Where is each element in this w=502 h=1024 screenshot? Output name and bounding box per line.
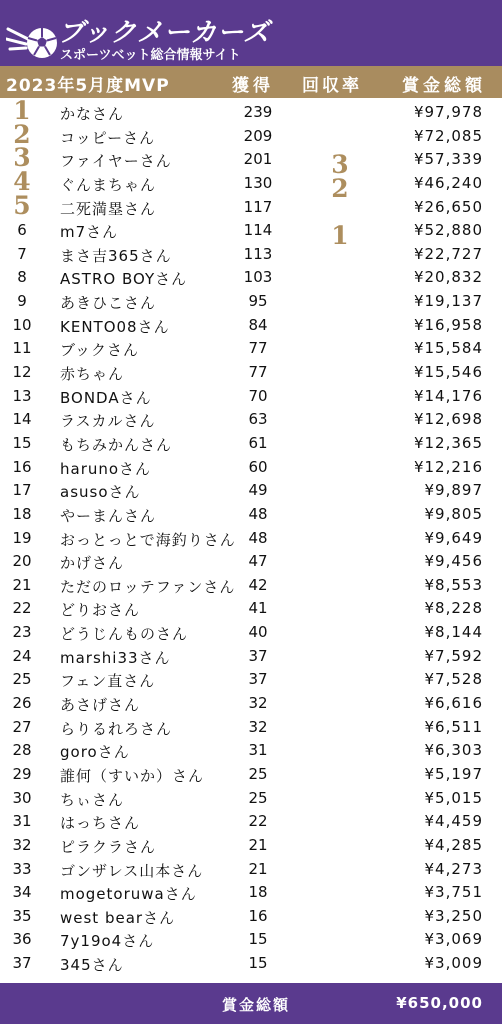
name-cell: まさ吉365さん — [60, 246, 172, 265]
got-cell: 77 — [248, 363, 268, 382]
got-cell: 47 — [248, 552, 268, 571]
table-row — [0, 455, 502, 479]
prize-cell: ¥3,751 — [424, 883, 483, 902]
rank-cell: 11 — [12, 339, 32, 358]
rank-cell: 9 — [17, 292, 27, 311]
name-cell: らりるれろさん — [60, 719, 173, 738]
name-cell: ちぃさん — [60, 790, 125, 809]
got-cell: 37 — [248, 670, 268, 689]
name-cell: どうじんものさん — [60, 625, 189, 644]
table-row — [0, 809, 502, 833]
prize-cell: ¥5,015 — [424, 788, 483, 807]
prize-cell: ¥5,197 — [424, 764, 483, 783]
rank-cell: 4 — [13, 166, 31, 196]
name-cell: 345さん — [60, 956, 124, 975]
prize-cell: ¥14,176 — [413, 386, 483, 405]
rank-cell: 23 — [12, 623, 32, 642]
prize-cell: ¥8,144 — [424, 623, 483, 642]
got-cell: 32 — [248, 694, 268, 713]
rank-cell: 5 — [13, 190, 31, 220]
name-cell: フェン直さん — [60, 672, 156, 691]
got-cell: 84 — [248, 315, 268, 334]
rank-cell: 20 — [12, 552, 32, 571]
got-cell: 16 — [248, 906, 268, 925]
prize-cell: ¥3,069 — [424, 930, 483, 949]
prize-cell: ¥15,584 — [413, 339, 483, 358]
name-cell: 誰何（すいか）さん — [60, 766, 205, 785]
rank-cell: 37 — [12, 954, 32, 973]
table-row — [0, 218, 502, 251]
prize-cell: ¥6,511 — [424, 717, 483, 736]
rank-cell: 32 — [12, 835, 32, 854]
table-row — [0, 833, 502, 857]
rank-cell: 19 — [12, 528, 32, 547]
table-row — [0, 644, 502, 668]
table-row — [0, 573, 502, 597]
name-cell: 7y19o4さん — [60, 932, 155, 951]
got-cell: 209 — [243, 126, 273, 145]
table-row — [0, 738, 502, 762]
table-row — [0, 289, 502, 313]
got-cell: 15 — [248, 930, 268, 949]
prize-cell: ¥52,880 — [413, 221, 483, 240]
prize-cell: ¥15,546 — [413, 363, 483, 382]
table-row — [0, 313, 502, 337]
prize-cell: ¥16,958 — [413, 315, 483, 334]
prize-cell: ¥9,649 — [424, 528, 483, 547]
name-cell: harunoさん — [60, 459, 152, 478]
rank-cell: 7 — [17, 244, 27, 263]
name-cell: あきひこさん — [60, 294, 157, 313]
prize-cell: ¥97,978 — [413, 103, 483, 121]
site-brand[interactable]: ブックメーカーズ — [58, 18, 271, 48]
got-cell: 42 — [248, 575, 268, 594]
name-cell: ただのロッテファンさん — [60, 577, 236, 596]
rank-cell: 30 — [12, 788, 32, 807]
name-cell: BONDAさん — [60, 388, 152, 407]
rank-cell: 24 — [12, 646, 32, 665]
got-cell: 103 — [243, 268, 273, 287]
rank-cell: 13 — [12, 386, 32, 405]
got-cell: 239 — [243, 103, 273, 121]
name-cell: m7さん — [60, 223, 119, 242]
prize-cell: ¥9,897 — [424, 481, 483, 500]
name-cell: おっとっとで海釣りさん — [60, 530, 236, 549]
got-cell: 117 — [243, 197, 273, 216]
got-cell: 95 — [248, 292, 268, 311]
table-row — [0, 478, 502, 502]
name-cell: ラスカルさん — [60, 412, 156, 431]
rank-cell: 25 — [12, 670, 32, 689]
got-cell: 114 — [243, 221, 273, 240]
column-header-got: 獲得 — [232, 76, 274, 96]
name-cell: ASTRO BOYさん — [60, 270, 188, 289]
table-row — [0, 336, 502, 360]
ranking-table-body — [0, 96, 502, 975]
table-row — [0, 762, 502, 786]
table-row — [0, 190, 502, 220]
name-cell: はっちさん — [60, 814, 141, 833]
rank-cell: 14 — [12, 410, 32, 429]
table-row — [0, 143, 502, 180]
name-cell: ゴンザレス山本さん — [60, 861, 204, 880]
table-row — [0, 166, 502, 203]
table-row — [0, 857, 502, 881]
name-cell: asusoさん — [60, 483, 141, 502]
got-cell: 60 — [248, 457, 268, 476]
rank-cell: 15 — [12, 433, 32, 452]
name-cell: KENTO08さん — [60, 317, 170, 336]
table-row — [0, 951, 502, 975]
got-cell: 21 — [248, 859, 268, 878]
prize-cell: ¥3,250 — [424, 906, 483, 925]
got-cell: 40 — [248, 623, 268, 642]
rank-cell: 1 — [13, 96, 31, 125]
column-header-rate: 回収率 — [302, 76, 362, 96]
rank-cell: 21 — [12, 575, 32, 594]
prize-cell: ¥12,365 — [413, 433, 483, 452]
rank-cell: 27 — [12, 717, 32, 736]
got-cell: 21 — [248, 835, 268, 854]
name-cell: かなさん — [60, 105, 125, 123]
table-row — [0, 691, 502, 715]
prize-cell: ¥12,698 — [413, 410, 483, 429]
name-cell: 二死満塁さん — [60, 199, 157, 218]
got-cell: 201 — [243, 150, 273, 169]
prize-cell: ¥26,650 — [413, 197, 483, 216]
prize-cell: ¥8,553 — [424, 575, 483, 594]
rank-cell: 8 — [17, 268, 27, 287]
got-cell: 31 — [248, 741, 268, 760]
name-cell: あさげさん — [60, 696, 141, 715]
prize-cell: ¥6,303 — [424, 741, 483, 760]
table-row — [0, 360, 502, 384]
got-cell: 15 — [248, 954, 268, 973]
name-cell: goroさん — [60, 743, 130, 762]
prize-cell: ¥4,273 — [424, 859, 483, 878]
got-cell: 48 — [248, 528, 268, 547]
total-prize-label: 賞金総額 — [222, 996, 291, 1014]
rank-cell: 10 — [12, 315, 32, 334]
table-row — [0, 384, 502, 408]
got-cell: 49 — [248, 481, 268, 500]
table-row — [0, 407, 502, 431]
table-row — [0, 265, 502, 289]
got-cell: 113 — [243, 244, 273, 263]
name-cell: ピラクラさん — [60, 837, 157, 856]
table-row — [0, 431, 502, 455]
table-row — [0, 502, 502, 526]
name-cell: どりおさん — [60, 601, 141, 620]
got-cell: 48 — [248, 504, 268, 523]
rank-cell: 16 — [12, 457, 32, 476]
table-row — [0, 667, 502, 691]
rate-rank-cell: 3 — [331, 150, 349, 180]
name-cell: やーまんさん — [60, 506, 157, 525]
got-cell: 22 — [248, 812, 268, 831]
prize-cell: ¥22,727 — [413, 244, 483, 263]
site-tagline: スポーツベット総合情報サイト — [60, 48, 241, 63]
name-cell: ファイヤーさん — [60, 152, 172, 171]
name-cell: mogetoruwaさん — [60, 885, 197, 904]
rate-rank-cell: 1 — [331, 221, 349, 251]
table-row — [0, 620, 502, 644]
rank-cell: 12 — [12, 363, 32, 382]
got-cell: 18 — [248, 883, 268, 902]
table-row — [0, 880, 502, 904]
table-row — [0, 715, 502, 739]
name-cell: marshi33さん — [60, 648, 171, 667]
prize-cell: ¥7,528 — [424, 670, 483, 689]
name-cell: ぐんまちゃん — [60, 175, 157, 194]
table-row — [0, 596, 502, 620]
prize-cell: ¥6,616 — [424, 694, 483, 713]
rank-cell: 33 — [12, 859, 32, 878]
prize-cell: ¥46,240 — [413, 173, 483, 192]
rate-rank-cell: 2 — [331, 173, 349, 203]
name-cell: 赤ちゃん — [60, 365, 125, 384]
total-prize-value: ¥650,000 — [396, 994, 483, 1012]
prize-cell: ¥7,592 — [424, 646, 483, 665]
got-cell: 25 — [248, 764, 268, 783]
prize-cell: ¥4,285 — [424, 835, 483, 854]
rank-cell: 29 — [12, 764, 32, 783]
table-row — [0, 927, 502, 951]
rank-cell: 3 — [13, 143, 31, 173]
got-cell: 130 — [243, 173, 273, 192]
got-cell: 70 — [248, 386, 268, 405]
prize-cell: ¥9,805 — [424, 504, 483, 523]
got-cell: 41 — [248, 599, 268, 618]
got-cell: 61 — [248, 433, 268, 452]
prize-cell: ¥9,456 — [424, 552, 483, 571]
table-row — [0, 96, 502, 125]
column-header-prize: 賞金総額 — [402, 76, 486, 96]
rank-cell: 18 — [12, 504, 32, 523]
table-row — [0, 904, 502, 928]
rank-cell: 22 — [12, 599, 32, 618]
name-cell: west bearさん — [60, 908, 176, 927]
got-cell: 63 — [248, 410, 268, 429]
name-cell: かげさん — [60, 554, 125, 573]
prize-cell: ¥19,137 — [413, 292, 483, 311]
table-title: 2023年5月度MVP — [6, 76, 170, 96]
rank-cell: 34 — [12, 883, 32, 902]
rank-cell: 17 — [12, 481, 32, 500]
table-row — [0, 526, 502, 550]
table-row — [0, 786, 502, 810]
site-header — [0, 0, 502, 66]
got-cell: 32 — [248, 717, 268, 736]
got-cell: 37 — [248, 646, 268, 665]
rank-cell: 28 — [12, 741, 32, 760]
got-cell: 25 — [248, 788, 268, 807]
rank-cell: 6 — [17, 221, 27, 240]
soccer-ball-icon — [6, 17, 58, 61]
prize-cell: ¥8,228 — [424, 599, 483, 618]
table-header — [0, 66, 502, 98]
table-row — [0, 242, 502, 266]
name-cell: コッピーさん — [60, 128, 156, 147]
prize-cell: ¥4,459 — [424, 812, 483, 831]
prize-cell: ¥3,009 — [424, 954, 483, 973]
prize-cell: ¥57,339 — [413, 150, 483, 169]
table-row — [0, 119, 502, 149]
rank-cell: 2 — [13, 119, 31, 149]
rank-cell: 35 — [12, 906, 32, 925]
total-prize-footer — [0, 983, 502, 1024]
name-cell: もちみかんさん — [60, 435, 173, 454]
name-cell: ブックさん — [60, 341, 139, 360]
got-cell: 77 — [248, 339, 268, 358]
rank-cell: 31 — [12, 812, 32, 831]
prize-cell: ¥72,085 — [413, 126, 483, 145]
rank-cell: 26 — [12, 694, 32, 713]
prize-cell: ¥12,216 — [413, 457, 483, 476]
rank-cell: 36 — [12, 930, 32, 949]
prize-cell: ¥20,832 — [413, 268, 483, 287]
table-row — [0, 549, 502, 573]
